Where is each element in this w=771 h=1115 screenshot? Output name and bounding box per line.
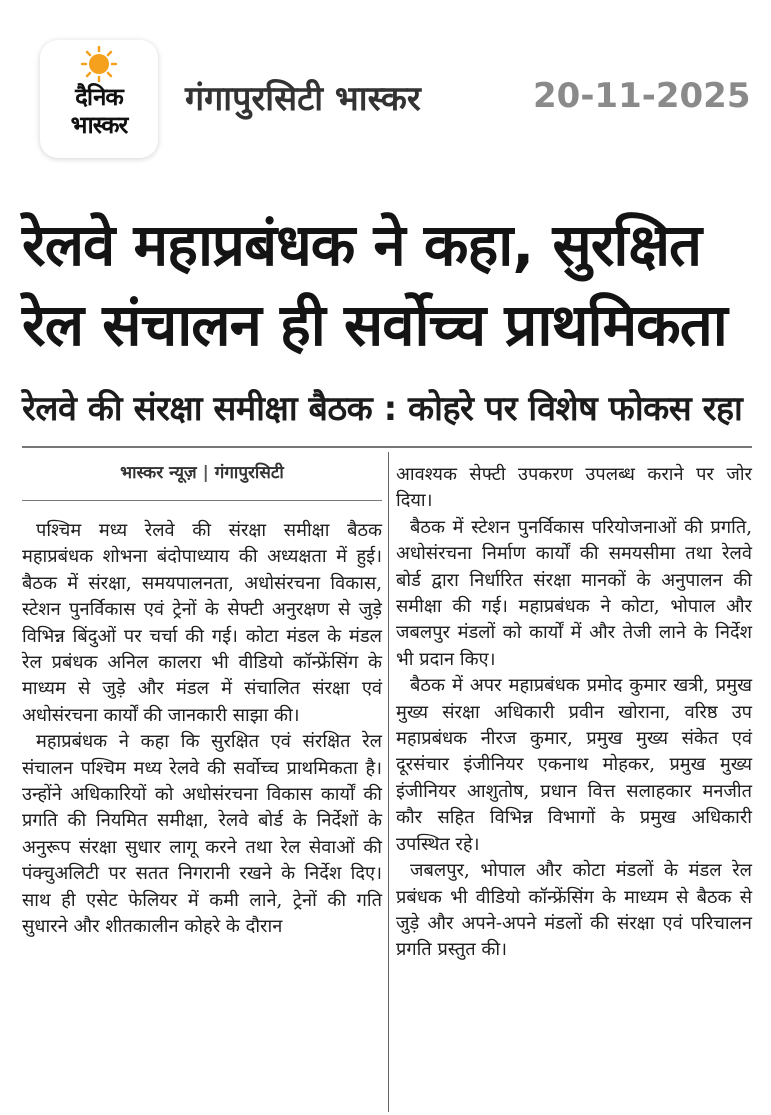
byline-place: गंगापुरसिटी [214, 463, 284, 483]
article-paragraph: महाप्रबंधक ने कहा कि सुरक्षित एवं संरक्षित रेल संचालन पश्चिम मध्य रेलवे की सर्वोच्च प्राथमिकता है। उन्होंने अधिकारियों को अधोसंरचना विकास कार्यों की प्रगति की नियमित समीक्षा, रेलवे बोर्ड के निर्देशों के अनुरूप संरक्षा सुधार लागू करने तथा रेल सेवाओं की पंक्चुअलिटी पर सतत निगरानी रखने के निर्देश दिए। साथ ही एसेट फेलियर में कमी लाने, ट्रेनों की गति सुधारने और शीतकालीन कोहरे के दौरान [22, 731, 382, 938]
publication-title: गंगापुरसिटी भास्कर [185, 79, 421, 119]
divider [22, 446, 752, 448]
sun-icon [81, 46, 117, 82]
byline-separator: | [202, 463, 209, 483]
logo-text-bhaskar: भास्कर [70, 111, 128, 139]
article-column-right [396, 462, 752, 964]
publication-date: 20-11-2025 [533, 76, 751, 116]
article-paragraph-continued: आवश्यक सेफ्टी उपकरण उपलब्ध कराने पर जोर दिया। [396, 464, 752, 512]
header [0, 0, 771, 180]
article-subheadline: रेलवे की संरक्षा समीक्षा बैठक : कोहरे पर विशेष फोकस रहा [22, 389, 743, 429]
article-paragraph: बैठक में अपर महाप्रबंधक प्रमोद कुमार खत्री, प्रमुख मुख्य संरक्षा अधिकारी प्रवीन खोराना, वरिष्ठ उप महाप्रबंधक नीरज कुमार, प्रमुख मुख्य संकेत एवं दूरसंचार इंजीनियर एकनाथ मोहकर, प्रमुख मुख्य इंजीनियर आशुतोष, प्रधान वित्त सलाहकार मनजीत कौर सहित विभिन्न विभागों के प्रमुख अधिकारी उपस्थित रहे। [396, 675, 752, 855]
column-divider [388, 452, 389, 1112]
logo-text-dainik: दैनिक [75, 83, 123, 111]
article-paragraph: जबलपुर, भोपाल और कोटा मंडलों के मंडल रेल प्रबंधक भी वीडियो कॉन्फ्रेंसिंग के माध्यम से बैठक से जुड़े और अपने-अपने मंडलों की संरक्षा एवं परिचालन प्रगति प्रस्तुत की। [396, 860, 752, 961]
byline [22, 460, 382, 483]
article-paragraph: पश्चिम मध्य रेलवे की संरक्षा समीक्षा बैठक महाप्रबंधक शोभना बंदोपाध्याय की अध्यक्षता में हुई। बैठक में संरक्षा, समयपालनता, अधोसंरचना विकास, स्टेशन पुनर्विकास एवं ट्रेनों के सेफ्टी अनुरक्षण से जुड़े विभिन्न बिंदुओं पर चर्चा की गई। कोटा मंडल के मंडल रेल प्रबंधक अनिल कालरा भी वीडियो कॉन्फ्रेंसिंग के माध्यम से जुड़े और मंडल में संचालित संरक्षा एवं अधोसंरचना कार्यों की जानकारी साझा की। [22, 520, 382, 726]
byline-source: भास्कर न्यूज़ [120, 463, 197, 483]
dainik-bhaskar-logo [40, 40, 158, 158]
article-paragraph: बैठक में स्टेशन पुनर्विकास परियोजनाओं की प्रगति, अधोसंरचना निर्माण कार्यों की समयसीमा तथा रेलवे बोर्ड द्वारा निर्धारित संरक्षा मानकों के अनुपालन की समीक्षा की गई। महाप्रबंधक ने कोटा, भोपाल और जबलपुर मंडलों को कार्यों में और तेजी लाने के निर्देश भी प्रदान किए। [396, 516, 752, 670]
byline-rule [22, 500, 382, 501]
article-column-left [22, 518, 382, 941]
article-headline: रेलवे महाप्रबंधक ने कहा, सुरक्षित रेल संचालन ही सर्वोच्च प्राथमिकता [22, 211, 727, 359]
